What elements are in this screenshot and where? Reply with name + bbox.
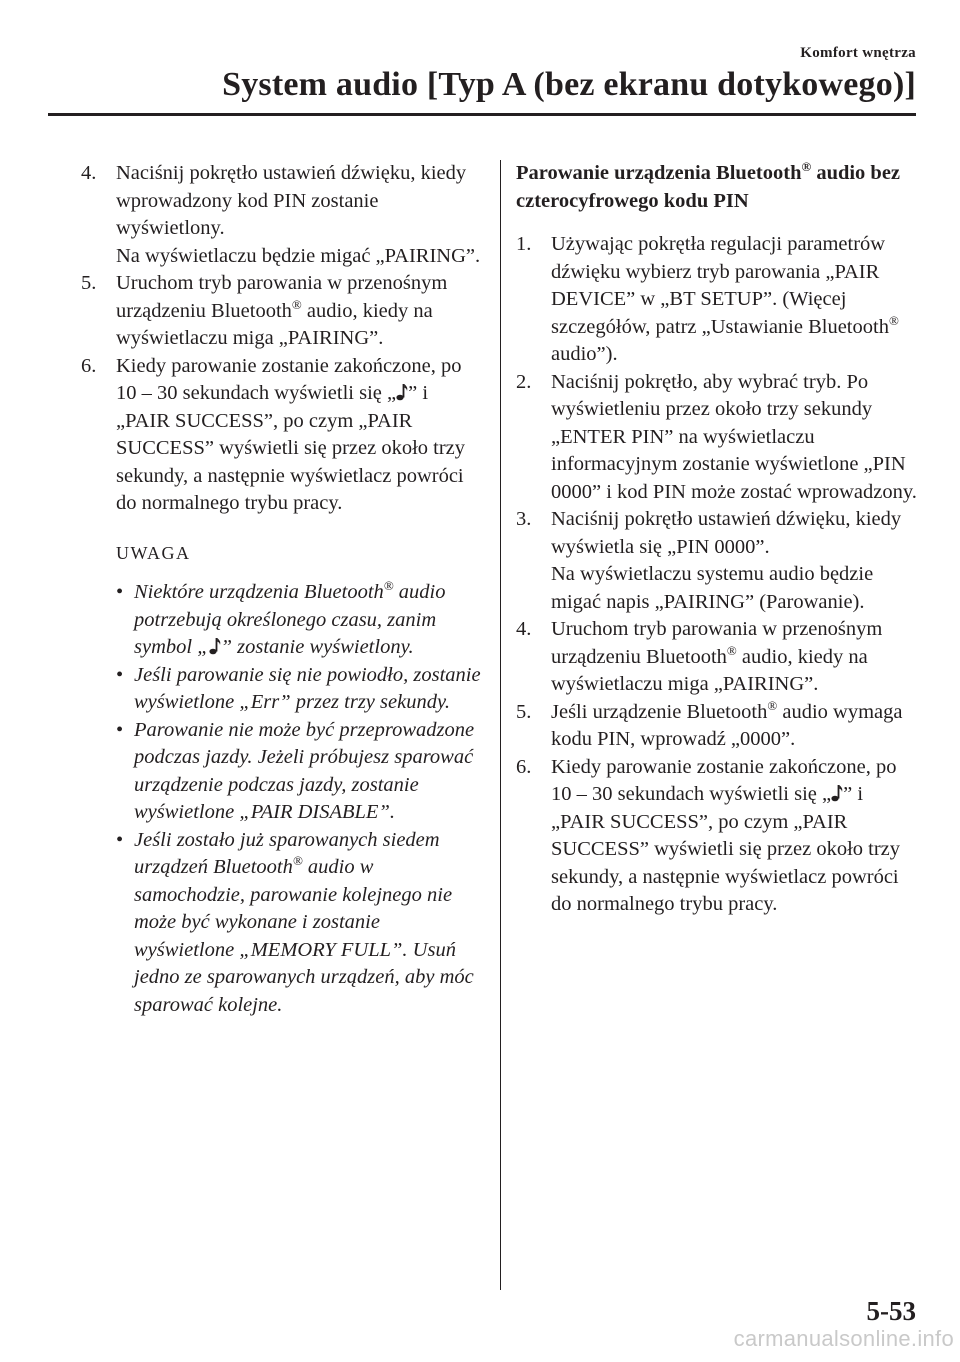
step-text-a: Naciśnij pokrętło ustawień dźwięku, kiedy wprowadzony kod PIN zostanie wyświetlony. [116, 162, 467, 239]
text-part: audio potrzebują określonego czasu, zanim symbol „ [134, 581, 446, 658]
right-step-1 [516, 231, 921, 369]
text-part: audio w samochodzie, parowanie kolejnego nie może być wykonane i zostanie wyświetlone „MEMORY FULL”. Usuń jedno ze sparowanych urządzeń, aby móc sparować kolejne. [134, 856, 474, 1016]
left-column [81, 160, 481, 1019]
right-step-2 [516, 369, 921, 507]
text-part: ” i „PAIR SUCCESS”, po czym „PAIR SUCCESS” wyświetli się przez około trzy sekundy, a następnie wyświetlacz powróci do normalnego trybu pracy. [116, 382, 466, 514]
text-part: audio”). [551, 343, 618, 365]
music-note-icon [831, 784, 843, 802]
section-label: Komfort wnętrza [800, 45, 916, 61]
registered-mark: ® [292, 853, 303, 869]
music-note-icon [396, 383, 408, 401]
bullet-text: Jeśli parowanie się nie powiodło, zostanie wyświetlone „Err” przez trzy sekundy. [134, 663, 481, 713]
right-column [516, 160, 921, 919]
text-part: audio bez czterocyfrowego kodu PIN [516, 162, 901, 212]
column-divider [500, 160, 501, 1290]
registered-mark: ® [888, 312, 899, 328]
note-bullet [116, 579, 481, 662]
note-bullet [116, 662, 481, 717]
music-note-icon [209, 637, 221, 655]
step-text [116, 353, 481, 518]
right-step-6 [516, 754, 921, 919]
text-part: Uruchom tryb parowania w przenośnym urządzeniu Bluetooth [551, 618, 883, 668]
note-bullet [116, 717, 481, 827]
step-number: 6. [516, 755, 532, 778]
text-part: Jeśli zostało już sparowanych siedem urządzeń Bluetooth [134, 828, 440, 878]
text-part: ” i „PAIR SUCCESS”, po czym „PAIR SUCCESS” wyświetli się przez około trzy sekundy, a następnie wyświetlacz powróci do normalnego trybu pracy. [551, 783, 901, 915]
registered-mark: ® [801, 159, 812, 175]
bullet-dot: • [116, 663, 124, 686]
step-text-b: Na wyświetlaczu będzie migać „PAIRING”. [116, 244, 481, 267]
step-text [551, 506, 921, 616]
bullet-dot: • [116, 581, 124, 603]
text-part: audio wymaga kodu PIN, wprowadź „0000”. [551, 700, 903, 750]
text-part: Używając pokrętła regulacji parametrów dźwięku wybierz tryb parowania „PAIR DEVICE” w „BT SETUP”. (Więcej szczegółów, patrz „Ustawianie Bluetooth [551, 233, 889, 338]
left-step-6 [81, 353, 481, 518]
step-text [551, 231, 921, 369]
step-number: 5. [81, 272, 97, 294]
text-part: Kiedy parowanie zostanie zakończone, po 10 – 30 sekundach wyświetli się „ [551, 755, 897, 805]
bullet-text: Parowanie nie może być przeprowadzone podczas jazdy. Jeżeli próbujesz sparować urządzenie podczas jazdy, zostanie wyświetlone „PAIR DISABLE”. [134, 718, 475, 823]
section-title [516, 160, 921, 215]
step-number: 2. [516, 370, 532, 393]
bullet-text [134, 827, 481, 1020]
text-part: ” zostanie wyświetlony. [220, 636, 414, 658]
bullet-text [134, 579, 481, 662]
step-text [551, 699, 921, 754]
text-part: Uruchom tryb parowania w przenośnym urządzeniu Bluetooth [116, 272, 448, 322]
text-part: Jeśli urządzenie Bluetooth [551, 700, 768, 723]
page-number: 5-53 [866, 1296, 916, 1326]
text-part: Niektóre urządzenia Bluetooth [134, 581, 384, 603]
step-number: 1. [516, 233, 532, 255]
text-part: Kiedy parowanie zostanie zakończone, po 10 – 30 sekundach wyświetli się „ [116, 354, 462, 404]
step-text [551, 616, 921, 699]
step-number: 3. [516, 508, 532, 530]
registered-mark: ® [767, 697, 778, 713]
right-step-3 [516, 506, 921, 616]
step-text-b: Na wyświetlaczu systemu audio będzie migać napis „PAIRING” (Parowanie). [551, 563, 874, 613]
right-step-4 [516, 616, 921, 699]
watermark: carmanualsonline.info [733, 1326, 954, 1351]
step-text [116, 160, 481, 270]
registered-mark: ® [291, 296, 302, 312]
step-text [116, 270, 481, 353]
header-rule [48, 113, 916, 116]
registered-mark: ® [383, 578, 394, 594]
text-part: Parowanie urządzenia Bluetooth [516, 162, 802, 184]
note-heading: UWAGA [116, 542, 191, 563]
chapter-title: System audio [Typ A (bez ekranu dotykowego)] [222, 66, 916, 103]
step-text: Naciśnij pokrętło, aby wybrać tryb. Po wyświetleniu przez około trzy sekundy „ENTER PIN” na wyświetlaczu informacyjnym zostanie wyświetlone „PIN 0000” i kod PIN może zostać wprowadzony. [551, 370, 917, 503]
left-step-5 [81, 270, 481, 353]
text-part: audio, kiedy na wyświetlaczu miga „PAIRING”. [551, 645, 868, 695]
bullet-dot: • [116, 718, 124, 741]
registered-mark: ® [726, 642, 737, 658]
step-number: 4. [81, 162, 97, 184]
right-step-5 [516, 699, 921, 754]
step-text [551, 754, 921, 919]
left-step-4 [81, 160, 481, 270]
step-number: 5. [516, 700, 532, 723]
bullet-dot: • [116, 828, 124, 851]
note-bullet [116, 827, 481, 1020]
step-number: 4. [516, 618, 532, 640]
text-part: audio, kiedy na wyświetlaczu miga „PAIRING”. [116, 299, 433, 349]
step-number: 6. [81, 354, 97, 377]
step-text-a: Naciśnij pokrętło ustawień dźwięku, kiedy wyświetla się „PIN 0000”. [551, 508, 902, 558]
